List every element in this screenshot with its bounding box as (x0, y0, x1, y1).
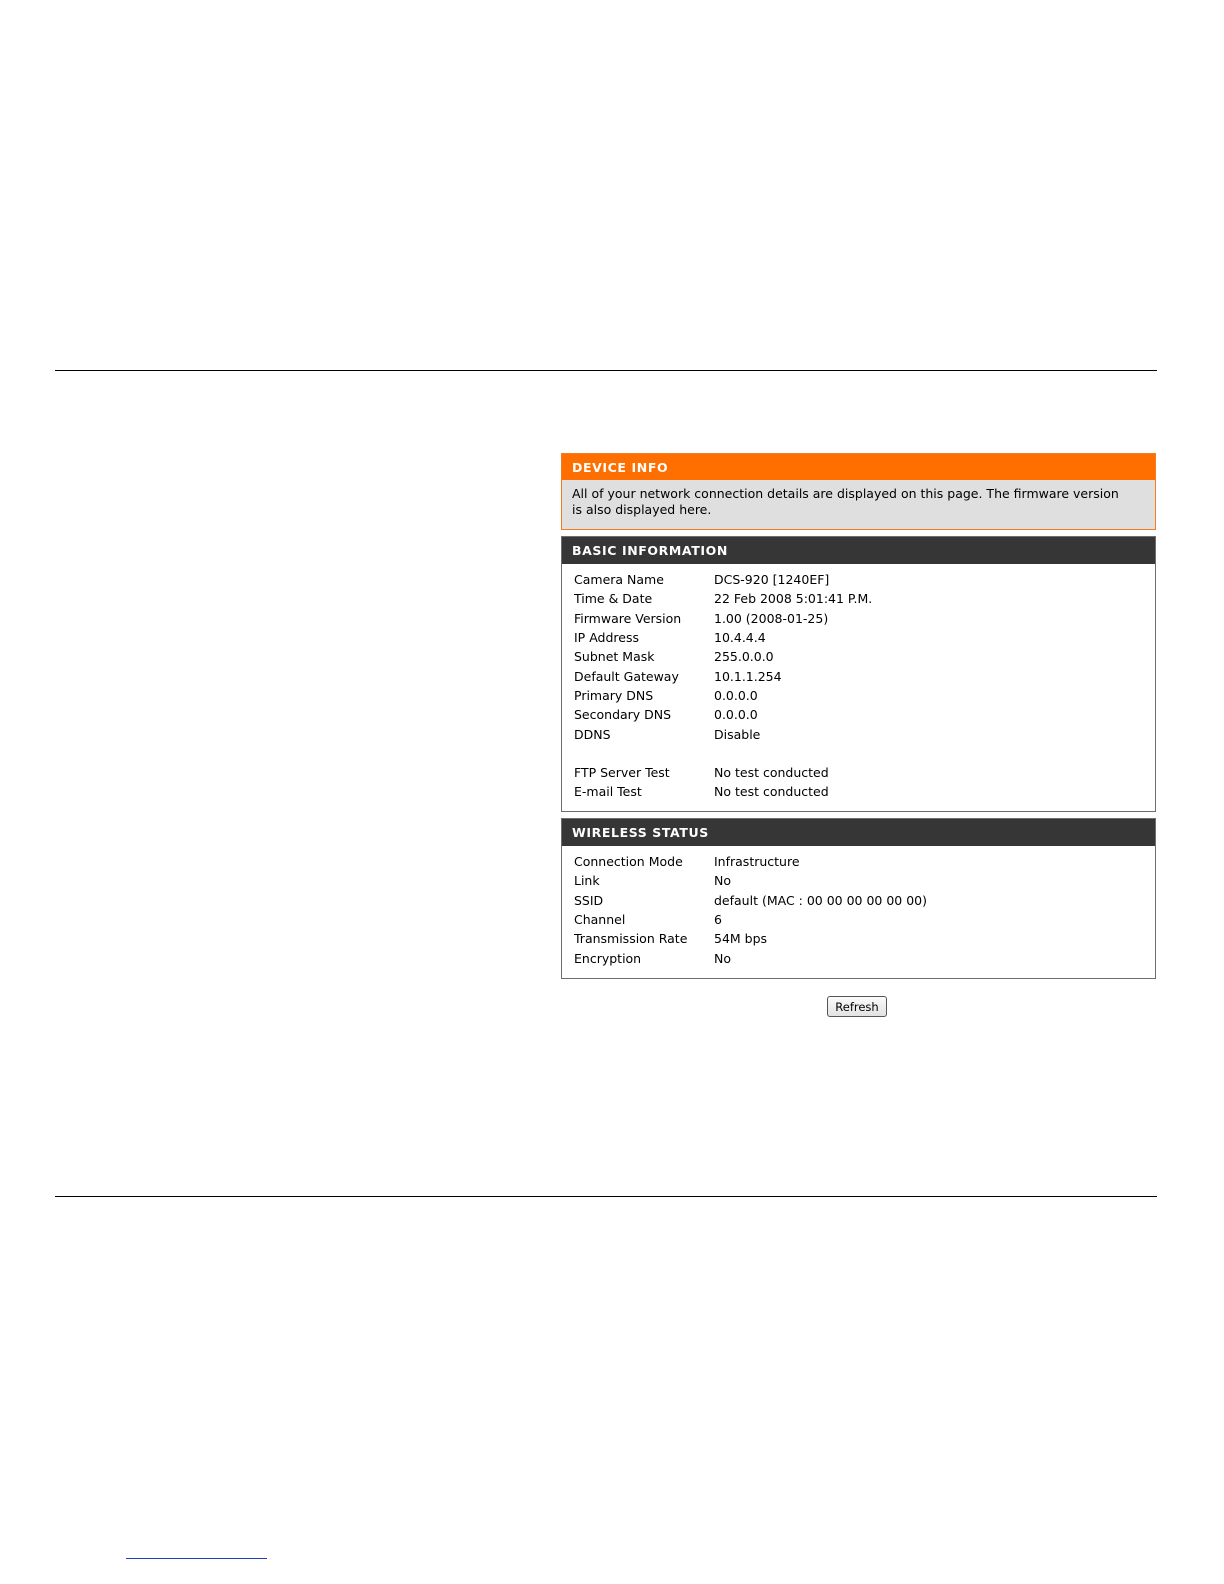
row-spacer (574, 744, 1155, 763)
wireless-value: No (714, 950, 731, 966)
refresh-button[interactable]: Refresh (827, 996, 887, 1017)
info-value: No test conducted (714, 784, 829, 800)
basic-information-panel (561, 536, 1156, 812)
info-row-time-date (574, 589, 1155, 608)
device-info-panel (561, 453, 1156, 530)
info-row-camera-name (574, 570, 1155, 589)
device-info-description: All of your network connection details are displayed on this page. The firmware version is also displayed here. (572, 486, 1119, 517)
wireless-value: Infrastructure (714, 854, 800, 870)
wireless-label: Connection Mode (574, 854, 683, 870)
info-label: Firmware Version (574, 610, 682, 626)
info-row-ftp-server-test (574, 763, 1155, 782)
wireless-row-ssid (574, 891, 1155, 910)
wireless-row-channel (574, 910, 1155, 929)
wireless-status-title: WIRELESS STATUS (562, 819, 1155, 846)
info-row-default-gateway (574, 666, 1155, 685)
wireless-value: 6 (714, 912, 722, 928)
info-label: IP Address (574, 630, 639, 646)
basic-information-title: BASIC INFORMATION (562, 537, 1155, 564)
wireless-label: SSID (574, 892, 604, 908)
wireless-status-body (562, 846, 1155, 968)
wireless-row-transmission-rate (574, 929, 1155, 948)
info-label: DDNS (574, 726, 611, 742)
info-value: 10.4.4.4 (714, 630, 766, 646)
wireless-label: Link (574, 873, 600, 889)
info-label: Subnet Mask (574, 649, 655, 665)
info-label: Default Gateway (574, 668, 679, 684)
info-row-subnet-mask (574, 647, 1155, 666)
info-value: 0.0.0.0 (714, 687, 758, 703)
info-row-secondary-dns (574, 705, 1155, 724)
info-label: Camera Name (574, 572, 664, 588)
info-value: DCS-920 [1240EF] (714, 572, 830, 588)
info-value: 22 Feb 2008 5:01:41 P.M. (714, 591, 873, 607)
wireless-row-connection-mode (574, 852, 1155, 871)
wireless-label: Channel (574, 912, 626, 928)
basic-information-body (562, 564, 1155, 801)
info-label: Primary DNS (574, 687, 654, 703)
wireless-value: 54M bps (714, 931, 768, 947)
info-label: FTP Server Test (574, 764, 670, 780)
wireless-label: Encryption (574, 950, 642, 966)
wireless-row-encryption (574, 948, 1155, 967)
info-row-ip-address (574, 628, 1155, 647)
wireless-value: default (MAC : 00 00 00 00 00 00) (714, 892, 928, 908)
wireless-value: No (714, 873, 731, 889)
top-divider (55, 370, 1157, 371)
info-value: 255.0.0.0 (714, 649, 774, 665)
wireless-label: Transmission Rate (574, 931, 688, 947)
info-value: No test conducted (714, 764, 829, 780)
info-row-firmware-version (574, 609, 1155, 628)
info-value: 1.00 (2008-01-25) (714, 610, 829, 626)
info-label: Time & Date (574, 591, 653, 607)
bottom-divider (55, 1196, 1157, 1197)
info-label: E-mail Test (574, 784, 642, 800)
info-row-ddns (574, 724, 1155, 743)
wireless-status-panel (561, 818, 1156, 979)
info-value: 10.1.1.254 (714, 668, 782, 684)
info-value: Disable (714, 726, 761, 742)
info-row-email-test (574, 782, 1155, 801)
info-row-primary-dns (574, 686, 1155, 705)
device-info-title: DEVICE INFO (562, 454, 1155, 480)
footer-link-underline (126, 1558, 267, 1559)
wireless-row-link (574, 871, 1155, 890)
info-label: Secondary DNS (574, 707, 672, 723)
info-value: 0.0.0.0 (714, 707, 758, 723)
